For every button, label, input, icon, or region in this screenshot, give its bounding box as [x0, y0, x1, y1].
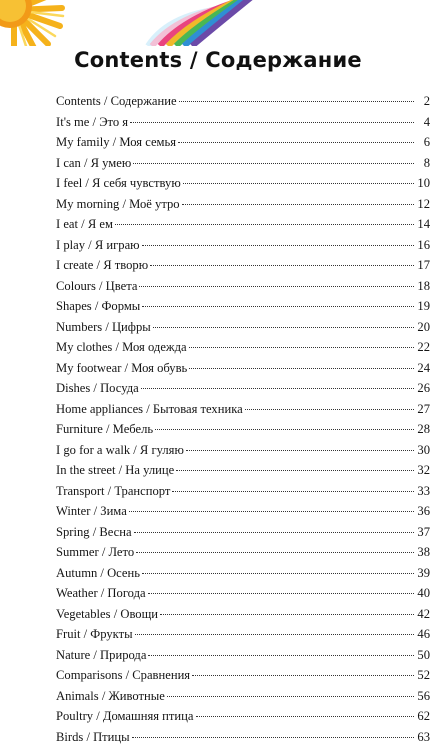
toc-entry[interactable] [56, 399, 430, 420]
toc-entry-label: Autumn / Осень [56, 563, 140, 584]
dot-leader [142, 245, 414, 246]
dot-leader [139, 286, 414, 287]
dot-leader [136, 552, 414, 553]
toc-entry[interactable] [56, 419, 430, 440]
dot-leader [189, 368, 414, 369]
toc-entry-label: Weather / Погода [56, 583, 146, 604]
toc-entry-label: Colours / Цвета [56, 276, 137, 297]
dot-leader [186, 450, 414, 451]
toc-entry-page-number: 12 [416, 194, 430, 215]
toc-entry-label: Fruit / Фрукты [56, 624, 133, 645]
toc-entry-label: Shapes / Формы [56, 296, 140, 317]
toc-entry[interactable] [56, 624, 430, 645]
toc-entry[interactable] [56, 583, 430, 604]
toc-entry-page-number: 8 [416, 153, 430, 174]
dot-leader [133, 163, 414, 164]
toc-entry-page-number: 37 [416, 522, 430, 543]
dot-leader [115, 224, 414, 225]
toc-entry-page-number: 46 [416, 624, 430, 645]
toc-entry[interactable] [56, 542, 430, 563]
dot-leader [142, 573, 414, 574]
toc-entry-label: Numbers / Цифры [56, 317, 151, 338]
dot-leader [155, 429, 414, 430]
toc-entry-label: I eat / Я ем [56, 214, 113, 235]
dot-leader [134, 532, 414, 533]
dot-leader [178, 142, 414, 143]
toc-entry[interactable] [56, 317, 430, 338]
dot-leader [245, 409, 414, 410]
toc-entry[interactable] [56, 112, 430, 133]
dot-leader [189, 347, 414, 348]
toc-entry[interactable] [56, 255, 430, 276]
toc-entry-label: Transport / Транспорт [56, 481, 170, 502]
dot-leader [148, 655, 414, 656]
toc-entry-page-number: 38 [416, 542, 430, 563]
toc-entry[interactable] [56, 665, 430, 686]
table-of-contents [56, 91, 430, 747]
dot-leader [132, 737, 414, 738]
toc-entry-page-number: 27 [416, 399, 430, 420]
dot-leader [141, 388, 414, 389]
toc-entry-label: In the street / На улице [56, 460, 174, 481]
dot-leader [192, 675, 414, 676]
toc-entry-page-number: 42 [416, 604, 430, 625]
toc-entry-page-number: 2 [416, 91, 430, 112]
toc-entry-label: I can / Я умею [56, 153, 131, 174]
toc-entry-label: Spring / Весна [56, 522, 132, 543]
toc-entry-label: Birds / Птицы [56, 727, 130, 747]
toc-entry-page-number: 30 [416, 440, 430, 461]
toc-entry[interactable] [56, 604, 430, 625]
toc-entry-label: Furniture / Мебель [56, 419, 153, 440]
toc-entry-label: Summer / Лето [56, 542, 134, 563]
dot-leader [160, 614, 414, 615]
toc-entry-label: My morning / Моё утро [56, 194, 180, 215]
toc-entry[interactable] [56, 276, 430, 297]
toc-entry-label: Nature / Природа [56, 645, 146, 666]
toc-entry-page-number: 40 [416, 583, 430, 604]
toc-entry-label: Comparisons / Сравнения [56, 665, 190, 686]
toc-entry[interactable] [56, 727, 430, 747]
toc-entry-page-number: 22 [416, 337, 430, 358]
toc-entry[interactable] [56, 706, 430, 727]
toc-entry-page-number: 18 [416, 276, 430, 297]
page-title: Contents / Содержание [0, 48, 436, 72]
toc-entry-page-number: 24 [416, 358, 430, 379]
toc-entry[interactable] [56, 296, 430, 317]
dot-leader [183, 183, 414, 184]
dot-leader [142, 306, 414, 307]
toc-entry[interactable] [56, 501, 430, 522]
toc-entry-label: Vegetables / Овощи [56, 604, 158, 625]
toc-entry[interactable] [56, 460, 430, 481]
toc-entry-label: I go for a walk / Я гуляю [56, 440, 184, 461]
toc-entry-label: My footwear / Моя обувь [56, 358, 187, 379]
toc-entry-page-number: 52 [416, 665, 430, 686]
dot-leader [135, 634, 414, 635]
toc-entry-page-number: 32 [416, 460, 430, 481]
toc-entry[interactable] [56, 153, 430, 174]
dot-leader [176, 470, 414, 471]
toc-entry-label: Dishes / Посуда [56, 378, 139, 399]
dot-leader [150, 265, 414, 266]
toc-entry-page-number: 10 [416, 173, 430, 194]
toc-entry-page-number: 14 [416, 214, 430, 235]
toc-entry-label: Contents / Содержание [56, 91, 177, 112]
toc-entry[interactable] [56, 132, 430, 153]
toc-entry[interactable] [56, 645, 430, 666]
toc-entry-page-number: 63 [416, 727, 430, 747]
toc-entry-page-number: 20 [416, 317, 430, 338]
toc-entry[interactable] [56, 194, 430, 215]
toc-entry-label: Winter / Зима [56, 501, 127, 522]
toc-entry-label: Animals / Животные [56, 686, 165, 707]
toc-entry-label: My family / Моя семья [56, 132, 176, 153]
toc-entry-label: It's me / Это я [56, 112, 128, 133]
toc-entry[interactable] [56, 378, 430, 399]
toc-entry-page-number: 26 [416, 378, 430, 399]
toc-entry-page-number: 56 [416, 686, 430, 707]
toc-entry-label: My clothes / Моя одежда [56, 337, 187, 358]
toc-entry-label: I play / Я играю [56, 235, 140, 256]
toc-entry-label: I create / Я творю [56, 255, 148, 276]
toc-entry-label: Home appliances / Бытовая техника [56, 399, 243, 420]
toc-entry-label: I feel / Я себя чувствую [56, 173, 181, 194]
toc-entry[interactable] [56, 481, 430, 502]
toc-entry-page-number: 28 [416, 419, 430, 440]
toc-entry-page-number: 19 [416, 296, 430, 317]
dot-leader [182, 204, 414, 205]
dot-leader [179, 101, 414, 102]
sun-rainbow-decoration [0, 0, 436, 46]
toc-entry-label: Poultry / Домашняя птица [56, 706, 194, 727]
toc-entry[interactable] [56, 235, 430, 256]
toc-entry[interactable] [56, 686, 430, 707]
toc-entry[interactable] [56, 563, 430, 584]
toc-entry[interactable] [56, 440, 430, 461]
toc-entry-page-number: 6 [416, 132, 430, 153]
dot-leader [148, 593, 414, 594]
toc-entry-page-number: 4 [416, 112, 430, 133]
sun-icon [0, 0, 63, 46]
dot-leader [153, 327, 414, 328]
toc-entry-page-number: 33 [416, 481, 430, 502]
toc-entry-page-number: 17 [416, 255, 430, 276]
dot-leader [167, 696, 414, 697]
toc-entry[interactable] [56, 337, 430, 358]
toc-entry[interactable] [56, 522, 430, 543]
toc-entry-page-number: 16 [416, 235, 430, 256]
dot-leader [129, 511, 414, 512]
dot-leader [172, 491, 414, 492]
dot-leader [130, 122, 414, 123]
toc-entry[interactable] [56, 173, 430, 194]
dot-leader [196, 716, 415, 717]
toc-entry[interactable] [56, 214, 430, 235]
toc-entry-page-number: 62 [416, 706, 430, 727]
toc-entry[interactable] [56, 358, 430, 379]
toc-entry-page-number: 39 [416, 563, 430, 584]
toc-entry-page-number: 36 [416, 501, 430, 522]
toc-entry-page-number: 50 [416, 645, 430, 666]
toc-entry[interactable] [56, 91, 430, 112]
rainbow-icon [148, 0, 280, 46]
